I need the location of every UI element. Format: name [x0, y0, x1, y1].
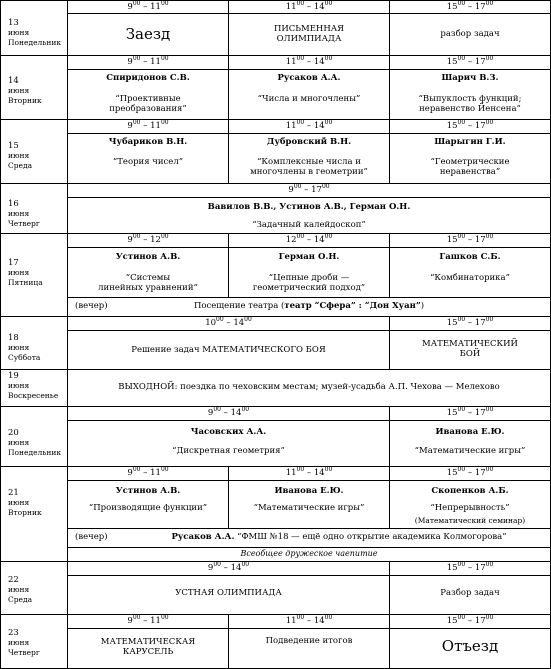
tea-party: Всеобщее дружеское чаепитие — [240, 549, 378, 558]
day-off-cell: ВЫХОДНОЙ: поездка по чеховским местам; музей-усадьба А.П. Чехова — Мелехово — [118, 382, 500, 392]
lecture-topic: “Непрерывность” — [430, 503, 510, 513]
lecturer-name: Русаков А.А. — [277, 73, 341, 83]
evening-label: (вечер) — [75, 301, 108, 311]
time-slot: $15^{00} - 17^{00}$ — [446, 119, 494, 131]
day-label: 21 июня Вторник — [8, 488, 42, 517]
time-slot: $11^{00} - 14^{00}$ — [285, 614, 333, 626]
rule — [0, 466, 551, 467]
problem-review-cell: разбор задач — [440, 29, 500, 39]
rule — [67, 547, 551, 548]
time-slot: $11^{00} - 14^{00}$ — [285, 466, 333, 478]
rule — [67, 69, 551, 70]
lecturer-name: Дубровский В.Н. — [266, 137, 352, 147]
time-slot: $10^{00} - 14^{00}$ — [205, 316, 252, 328]
rule — [0, 561, 551, 562]
math-battle-cell: МАТЕМАТИЧЕСКИЙ БОЙ — [422, 339, 518, 359]
lecturer-name: Чубариков В.Н. — [108, 137, 188, 147]
lecturer-names: Вавилов В.В., Устинов А.В., Герман О.Н. — [207, 202, 411, 212]
rule — [0, 0, 551, 1]
day-label: 20 июня Понедельник — [8, 428, 62, 457]
written-olympiad-cell: ПИСЬМЕННАЯ ОЛИМПИАДА — [273, 24, 345, 44]
lecturer-name: Скопенков А.Б. — [431, 486, 509, 496]
lecturer-name: Герман О.Н. — [278, 252, 340, 262]
lecturer-name: Спиридонов С.В. — [106, 73, 190, 83]
time-slot: $11^{00} - 14^{00}$ — [285, 0, 333, 12]
rule — [67, 330, 551, 331]
lecture-topic: “Цепные дроби — геометрический подход” — [252, 273, 366, 293]
lecturer-name: Устинов А.В. — [115, 252, 181, 262]
oral-olympiad-cell: УСТНАЯ ОЛИМПИАДА — [175, 588, 282, 598]
lecturer-name: Устинов А.В. — [115, 486, 181, 496]
time-slot: $9^{00} - 11^{00}$ — [127, 0, 169, 12]
day-label: 17 июня Пятница — [8, 258, 43, 287]
rule — [67, 420, 551, 421]
time-slot: $15^{00} - 17^{00}$ — [446, 466, 494, 478]
time-slot: $9^{00} - 12^{00}$ — [127, 233, 169, 245]
arrival-cell: Заезд — [125, 25, 171, 43]
lecture-topic: “Математические игры” — [253, 503, 365, 513]
lecture-topic: “Геометрические неравенства” — [430, 157, 510, 177]
rule — [67, 480, 551, 481]
time-slot: $15^{00} - 17^{00}$ — [446, 316, 494, 328]
time-slot: $9^{00} - 11^{00}$ — [127, 55, 169, 67]
time-slot: $12^{00} - 14^{00}$ — [285, 233, 333, 245]
day-weekday: Понедельник — [8, 38, 62, 47]
time-slot: $11^{00} - 14^{00}$ — [285, 55, 333, 67]
rule — [0, 119, 551, 120]
day-label: 22 июня Среда — [8, 575, 33, 604]
results-cell: Подведение итогов — [265, 636, 353, 646]
rule — [67, 13, 551, 14]
day-date: 13 — [8, 18, 19, 28]
rule — [67, 575, 551, 576]
evening-event: Посещение театра (театр “Сфера” : “Дон Хуан”) — [193, 301, 425, 311]
lecturer-name: Иванова Е.Ю. — [274, 486, 344, 496]
evening-label: (вечер) — [75, 532, 108, 542]
time-slot: $9^{00} - 14^{00}$ — [207, 406, 250, 418]
lecturer-name: Шарич В.З. — [441, 73, 499, 83]
lecturer-name: Часовских А.А. — [190, 427, 267, 437]
rule — [0, 614, 551, 615]
lecturer-name: Гашков С.Б. — [439, 252, 501, 262]
day-label: 16 июня Четверг — [8, 199, 40, 228]
lecture-topic: “Комбинаторика” — [430, 273, 510, 283]
rule — [67, 528, 551, 529]
time-slot: $15^{00} - 17^{00}$ — [446, 561, 494, 573]
departure-cell: Отъезд — [441, 637, 499, 655]
day-label: 14 июня Вторник — [8, 76, 42, 105]
lecture-topic: “Задачный калейдоскоп” — [252, 220, 366, 230]
rule — [0, 369, 551, 370]
day-label: 15 июня Среда — [8, 141, 33, 170]
time-slot: $15^{00} - 17^{00}$ — [446, 406, 494, 418]
lecture-topic: “Производящие функции” — [88, 503, 208, 513]
time-slot: $15^{00} - 17^{00}$ — [446, 0, 494, 12]
day-label: 19 июня Воскресенье — [8, 371, 59, 400]
rule — [67, 197, 551, 198]
time-slot: $15^{00} - 17^{00}$ — [446, 614, 494, 626]
lecture-topic: “Математические игры” — [414, 446, 526, 456]
lecture-topic: “Комплексные числа и многочлены в геометрии” — [250, 157, 368, 177]
math-carousel-cell: МАТЕМАТИЧЕСКАЯ КАРУСЕЛЬ — [100, 637, 196, 657]
lecture-topic: “Системы линейных уравнений” — [98, 273, 198, 293]
rule — [0, 316, 551, 317]
time-slot: $11^{00} - 14^{00}$ — [285, 119, 333, 131]
time-slot: $9^{00} - 17^{00}$ — [288, 183, 330, 195]
lecture-topic: “Теория чисел” — [112, 157, 184, 167]
lecture-topic: “Проективные преобразования” — [109, 94, 187, 114]
rule — [67, 133, 551, 134]
time-slot: $9^{00} - 11^{00}$ — [127, 119, 169, 131]
rule — [0, 183, 551, 184]
lecture-topic: “Дискретная геометрия” — [172, 446, 285, 456]
rule — [0, 55, 551, 56]
rule — [67, 628, 551, 629]
rule — [0, 406, 551, 407]
day-label: 23 июня Четверг — [8, 628, 40, 657]
time-slot: $15^{00} - 17^{00}$ — [446, 233, 494, 245]
lecture-topic: “Выпуклость функций; неравенство Йенсена” — [418, 94, 522, 114]
rule — [67, 297, 551, 298]
rule — [0, 0, 1, 669]
day-label — [8, 18, 61, 48]
seminar-note: (Математический семинар) — [414, 516, 526, 525]
day-month: июня — [8, 28, 30, 37]
rule — [67, 247, 551, 248]
time-slot: $9^{00} - 11^{00}$ — [127, 466, 169, 478]
rule — [0, 233, 551, 234]
lecturer-name: Шарыгин Г.И. — [434, 137, 506, 147]
lecture-topic: “Числа и многочлены” — [257, 94, 361, 104]
math-battle-prep-cell: Решение задач МАТЕМАТИЧЕСКОГО БОЯ — [131, 345, 326, 355]
day-label: 18 июня Суббота — [8, 333, 41, 362]
time-slot: $15^{00} - 17^{00}$ — [446, 55, 494, 67]
lecturer-name: Иванова Е.Ю. — [435, 427, 505, 437]
evening-event: Русаков А.А. “ФМШ №18 — ещё одно открытие академика Колмогорова” — [171, 532, 507, 542]
problem-review-cell: Разбор задач — [440, 588, 500, 598]
time-slot: $9^{00} - 14^{00}$ — [207, 561, 250, 573]
time-slot: $9^{00} - 11^{00}$ — [127, 614, 169, 626]
